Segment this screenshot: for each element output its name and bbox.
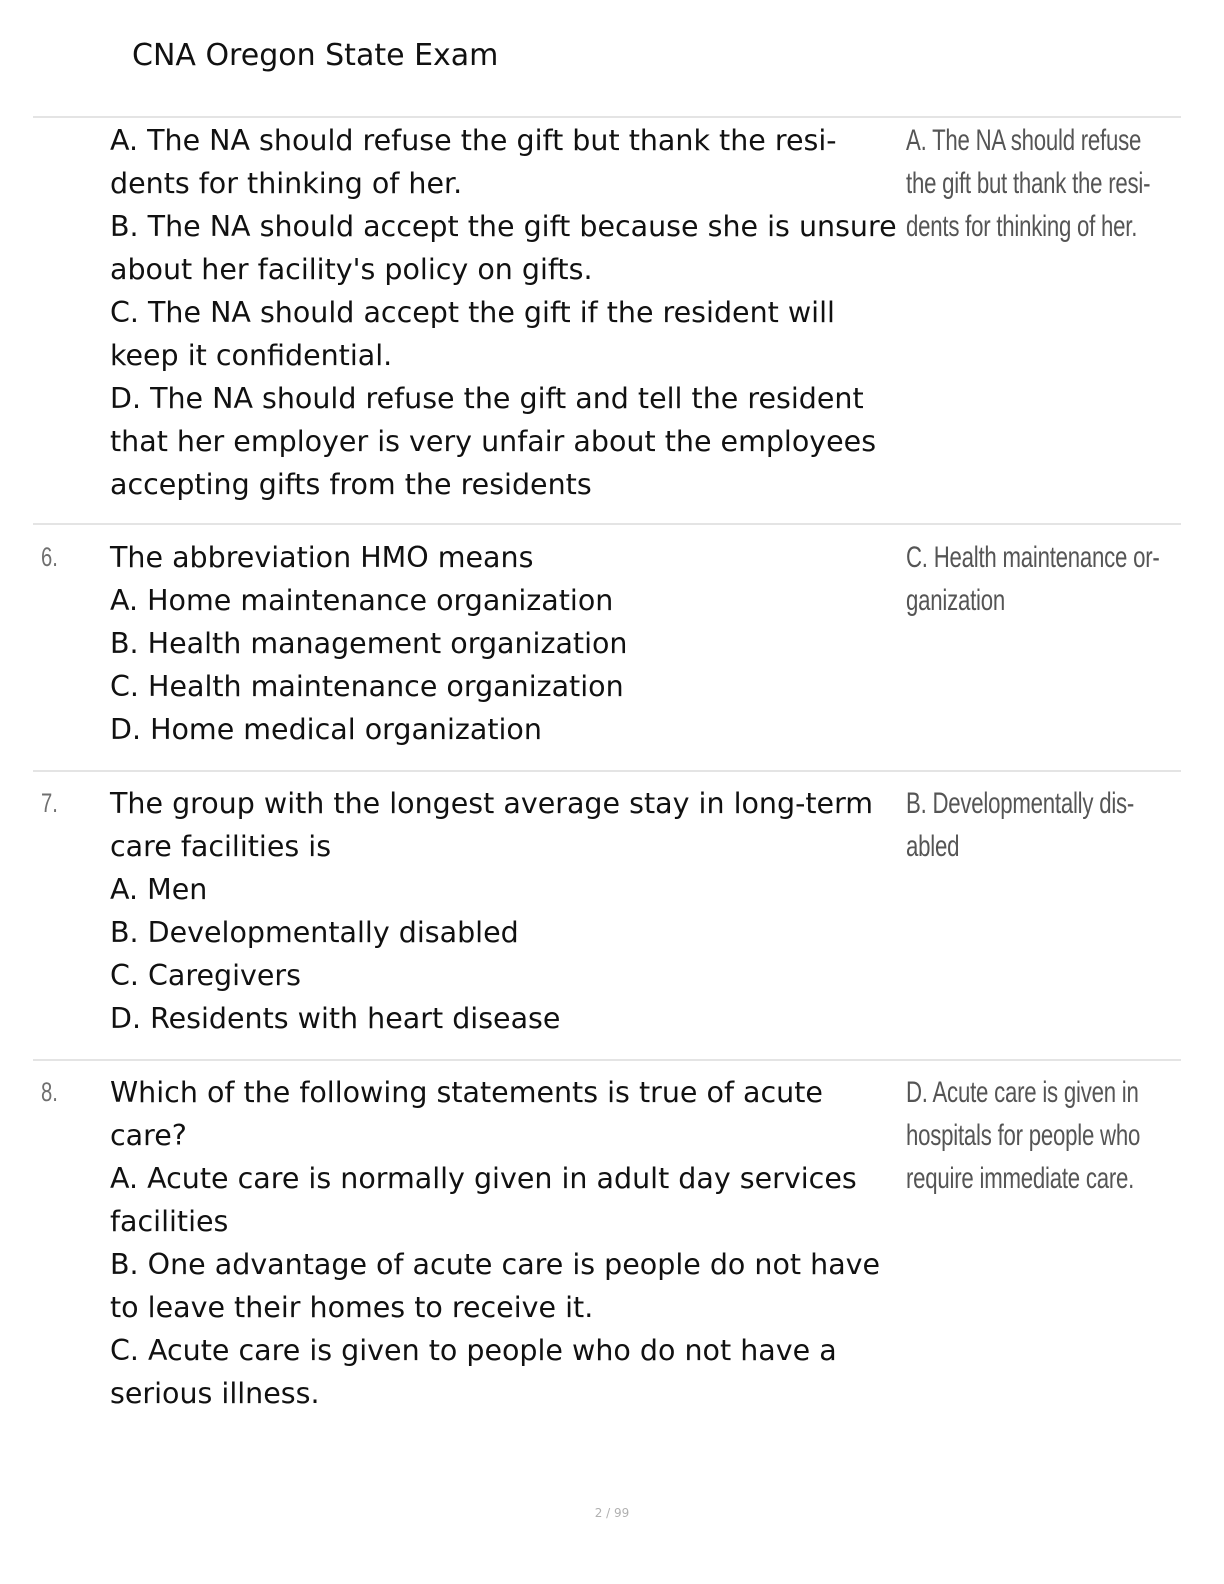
answer-text bbox=[906, 1071, 1176, 1200]
question-line: The abbreviation HMO means bbox=[110, 541, 534, 574]
question-line: care facilities is bbox=[110, 830, 332, 863]
question-text bbox=[110, 1071, 900, 1415]
question-line: facilities bbox=[110, 1205, 229, 1238]
question-number: 7. bbox=[41, 788, 58, 818]
question-line: A. Men bbox=[110, 873, 208, 906]
answer-line: ganization bbox=[906, 584, 1005, 617]
answer-line: require immediate care. bbox=[906, 1162, 1135, 1195]
question-number: 6. bbox=[41, 542, 58, 572]
divider bbox=[33, 770, 1181, 772]
question-line: that her employer is very unfair about the employees bbox=[110, 425, 877, 458]
answer-line: C. Health maintenance or- bbox=[906, 541, 1160, 574]
question-number: 8. bbox=[41, 1077, 58, 1107]
divider bbox=[33, 116, 1181, 118]
question-line: dents for thinking of her. bbox=[110, 167, 463, 200]
question-line: to leave their homes to receive it. bbox=[110, 1291, 594, 1324]
question-card bbox=[33, 536, 1181, 766]
answer-text bbox=[906, 782, 1176, 868]
question-line: C. Health maintenance organization bbox=[110, 670, 624, 703]
answer-line: abled bbox=[906, 830, 960, 863]
question-line: C. Acute care is given to people who do not have a bbox=[110, 1334, 837, 1367]
question-line: A. The NA should refuse the gift but thank the resi- bbox=[110, 124, 837, 157]
divider bbox=[33, 1059, 1181, 1061]
question-line: B. One advantage of acute care is people do not have bbox=[110, 1248, 881, 1281]
answer-text bbox=[906, 536, 1176, 622]
question-line: keep it confidential. bbox=[110, 339, 393, 372]
question-line: accepting gifts from the residents bbox=[110, 468, 592, 501]
page-number: 2 / 99 bbox=[594, 1506, 630, 1520]
question-text bbox=[110, 119, 900, 506]
question-card bbox=[33, 782, 1181, 1056]
question-line: serious illness. bbox=[110, 1377, 320, 1410]
question-line: about her facility's policy on gifts. bbox=[110, 253, 593, 286]
question-card bbox=[33, 119, 1181, 522]
answer-line: dents for thinking of her. bbox=[906, 210, 1138, 243]
question-line: B. Developmentally disabled bbox=[110, 916, 519, 949]
question-text bbox=[110, 782, 900, 1040]
question-line: B. The NA should accept the gift because she is unsure bbox=[110, 210, 897, 243]
question-text bbox=[110, 536, 900, 751]
question-card bbox=[33, 1071, 1181, 1431]
answer-text bbox=[906, 119, 1176, 248]
answer-line: B. Developmentally dis- bbox=[906, 787, 1135, 820]
question-line: C. Caregivers bbox=[110, 959, 301, 992]
question-line: D. Home medical organization bbox=[110, 713, 542, 746]
divider bbox=[33, 523, 1181, 525]
question-line: D. The NA should refuse the gift and tell the resident bbox=[110, 382, 864, 415]
answer-line: A. The NA should refuse bbox=[906, 124, 1142, 157]
question-line: The group with the longest average stay in long-term bbox=[110, 787, 874, 820]
question-line: A. Home maintenance organization bbox=[110, 584, 614, 617]
question-line: C. The NA should accept the gift if the resident will bbox=[110, 296, 835, 329]
question-line: care? bbox=[110, 1119, 187, 1152]
question-line: B. Health management organization bbox=[110, 627, 628, 660]
answer-line: hospitals for people who bbox=[906, 1119, 1141, 1152]
question-line: Which of the following statements is true of acute bbox=[110, 1076, 823, 1109]
question-line: A. Acute care is normally given in adult day services bbox=[110, 1162, 857, 1195]
question-line: D. Residents with heart disease bbox=[110, 1002, 561, 1035]
answer-line: D. Acute care is given in bbox=[906, 1076, 1139, 1109]
page-title: CNA Oregon State Exam bbox=[132, 38, 499, 73]
answer-line: the gift but thank the resi- bbox=[906, 167, 1151, 200]
